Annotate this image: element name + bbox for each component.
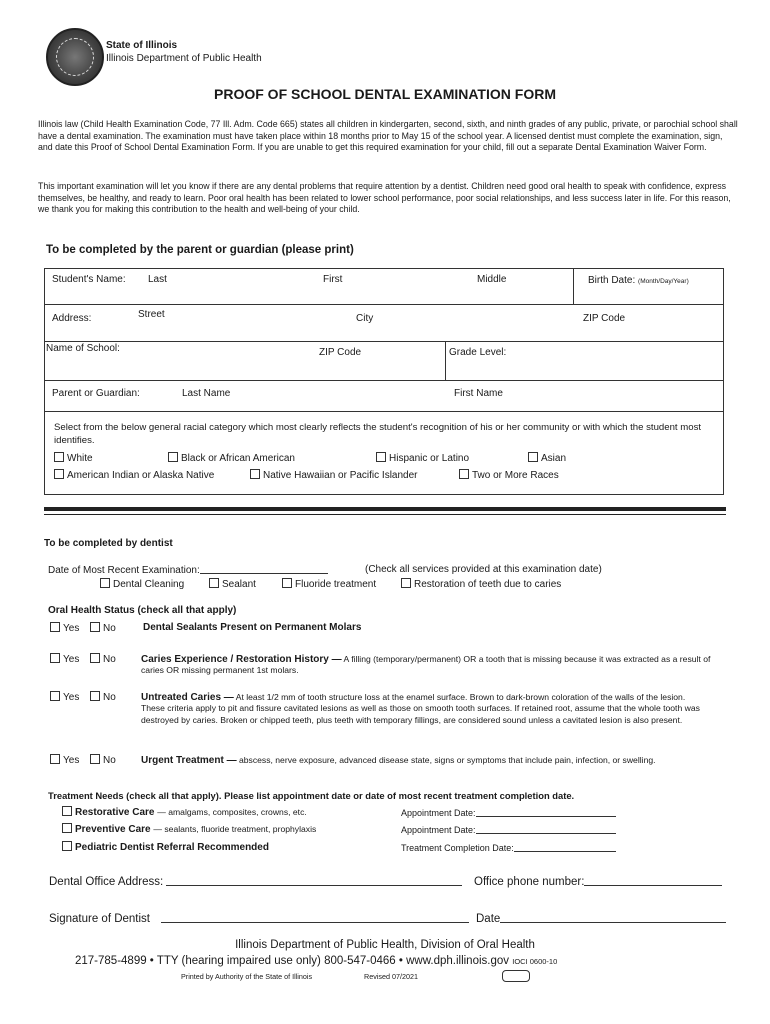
sealants-yes-checkbox[interactable]: Yes <box>50 622 79 634</box>
caries-description: Caries Experience / Restoration History — A filling (temporary/permanent) OR a tooth that is missing because it was extracted as a result of caries OR missing permanent 1st molars. <box>141 654 711 676</box>
recycle-icon <box>502 970 530 982</box>
footer-revised: Revised 07/2021 <box>364 972 418 981</box>
sealant-checkbox[interactable]: Sealant <box>209 578 256 590</box>
birth-date-hint: (Month/Day/Year) <box>638 278 689 285</box>
students-name-label: Student's Name: <box>52 274 126 285</box>
state-seal-icon <box>46 28 104 86</box>
parent-guardian-label: Parent or Guardian: <box>52 388 140 399</box>
form-title: PROOF OF SCHOOL DENTAL EXAMINATION FORM <box>214 86 556 102</box>
school-zip-label[interactable]: ZIP Code <box>319 347 362 358</box>
department-name: Illinois Department of Public Health <box>106 53 262 64</box>
student-first-label[interactable]: First <box>323 274 343 285</box>
untreated-yes-checkbox[interactable]: Yes <box>50 691 79 703</box>
urgent-description: Urgent Treatment — abscess, nerve exposure, advanced disease state, signs or symptoms that include pain, infection, or swelling. <box>141 755 656 766</box>
pediatric-referral-checkbox[interactable]: Pediatric Dentist Referral Recommended <box>62 841 269 853</box>
dentist-section-heading: To be completed by dentist <box>44 538 173 549</box>
caries-no-checkbox[interactable]: No <box>90 653 116 665</box>
dentist-signature-field[interactable]: Signature of Dentist <box>49 913 469 925</box>
caries-yes-checkbox[interactable]: Yes <box>50 653 79 665</box>
guardian-first-name-label[interactable]: First Name <box>454 388 503 399</box>
street-label[interactable]: Street <box>138 309 165 320</box>
race-native-hawaiian-checkbox[interactable]: Native Hawaiian or Pacific Islander <box>250 469 418 481</box>
preventive-appointment-field[interactable]: Appointment Date: <box>401 824 616 835</box>
school-name-label[interactable]: Name of School: <box>46 343 120 354</box>
race-asian-checkbox[interactable]: Asian <box>528 452 566 464</box>
urgent-yes-checkbox[interactable]: Yes <box>50 754 79 766</box>
footer-form-code: IOCI 0600-10 <box>512 957 558 966</box>
parent-section-heading: To be completed by the parent or guardian (please print) <box>46 244 354 256</box>
race-black-checkbox[interactable]: Black or African American <box>168 452 295 464</box>
untreated-no-checkbox[interactable]: No <box>90 691 116 703</box>
birth-date-label: Birth Date: <box>588 275 636 286</box>
race-white-checkbox[interactable]: White <box>54 452 93 464</box>
race-american-indian-checkbox[interactable]: American Indian or Alaska Native <box>54 469 214 481</box>
restoration-checkbox[interactable]: Restoration of teeth due to caries <box>401 578 561 590</box>
grade-level-label[interactable]: Grade Level: <box>449 347 507 358</box>
intro-paragraph-2: This important examination will let you know if there are any dental problems that require attention by a dentist. Children need good oral health to speak with confidence, express themselves, be healthy, and ready to learn. Poor oral health has been related to lower school performance, poor social relationships, and less success later in life. For this reason, we thank you for making this contribution to the health and well-being of your child. <box>38 181 731 215</box>
student-middle-label[interactable]: Middle <box>477 274 507 285</box>
restorative-appointment-field[interactable]: Appointment Date: <box>401 807 616 818</box>
office-phone-field[interactable]: Office phone number: <box>474 876 722 888</box>
treatment-needs-heading: Treatment Needs (check all that apply). Please list appointment date or date of most recent treatment completion date. <box>48 790 575 801</box>
intro-paragraph-1: Illinois law (Child Health Examination Code, 77 Ill. Adm. Code 665) states all children in kindergarten, second, sixth, and ninth grades of any public, private, or parochial school shall have a dental examination. The examination must have taken place within 18 months prior to May 15 of the school year. A licensed dentist must complete the examination, sign, and date this Proof of School Dental Examination Form. If you are unable to get this required examination for your child, fill out a separate Dental Examination Waiver Form. <box>38 119 738 153</box>
untreated-description: Untreated Caries — At least 1/2 mm of tooth structure loss at the enamel surface. Brown to dark-brown coloration of the walls of the lesion. These criteria apply to pit and fissure cavitated lesions as well as those on smooth tooth surfaces. If retained root, assume that the whole tooth was destroyed by caries. Broken or chipped teeth, plus teeth with temporary fillings, are considered sound unless a cavitated lesion is also present. <box>141 692 700 725</box>
sealants-title: Dental Sealants Present on Permanent Molars <box>143 622 362 633</box>
fluoride-treatment-checkbox[interactable]: Fluoride treatment <box>282 578 376 590</box>
race-hispanic-checkbox[interactable]: Hispanic or Latino <box>376 452 469 464</box>
race-prompt: Select from the below general racial category which most clearly reflects the student's recognition of his or her community or with which the student most identifies. <box>54 422 702 446</box>
urgent-no-checkbox[interactable]: No <box>90 754 116 766</box>
address-label: Address: <box>52 313 92 324</box>
footer-phone-web: 217-785-4899 • TTY (hearing impaired use only) 800-547-0466 • www.dph.illinois.gov <box>75 955 510 967</box>
exam-date-field[interactable]: Date of Most Recent Examination: <box>48 564 328 576</box>
footer-printed-by: Printed by Authority of the State of Illinois <box>181 972 313 981</box>
section-divider-thin <box>44 514 726 515</box>
section-divider-thick <box>44 507 726 511</box>
restorative-care-checkbox[interactable]: Restorative Care — amalgams, composites, crowns, etc. <box>62 806 307 818</box>
birth-date-field[interactable] <box>588 275 689 286</box>
preventive-care-checkbox[interactable]: Preventive Care — sealants, fluoride treatment, prophylaxis <box>62 823 316 835</box>
signature-date-field[interactable]: Date <box>476 913 726 925</box>
city-label[interactable]: City <box>356 313 374 324</box>
treatment-completion-field[interactable]: Treatment Completion Date: <box>401 842 616 853</box>
oral-health-status-heading: Oral Health Status (check all that apply) <box>48 605 237 616</box>
zip-code-label[interactable]: ZIP Code <box>583 313 626 324</box>
dental-cleaning-checkbox[interactable]: Dental Cleaning <box>100 578 184 590</box>
student-last-label[interactable]: Last <box>148 274 167 285</box>
footer-department: Illinois Department of Public Health, Division of Oral Health <box>235 939 535 951</box>
state-name: State of Illinois <box>106 40 178 51</box>
dental-office-address-field[interactable]: Dental Office Address: <box>49 876 462 888</box>
race-two-or-more-checkbox[interactable]: Two or More Races <box>459 469 559 481</box>
guardian-last-name-label[interactable]: Last Name <box>182 388 231 399</box>
footer-contact <box>75 955 557 967</box>
check-all-note: (Check all services provided at this examination date) <box>365 564 602 575</box>
sealants-no-checkbox[interactable]: No <box>90 622 116 634</box>
